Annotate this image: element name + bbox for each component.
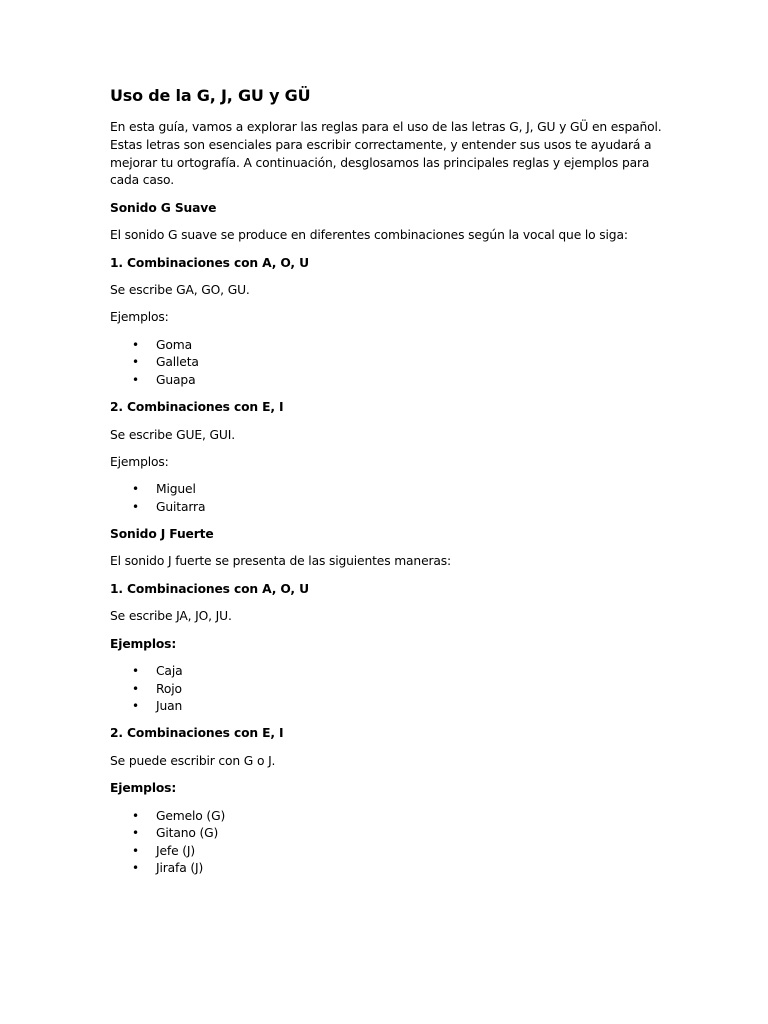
g-suave-ei-examples-list: [110, 481, 670, 516]
j-fuerte-aou-examples-list: [110, 663, 670, 716]
g-suave-ei-examples-label: Ejemplos:: [110, 454, 169, 469]
list-item-text: Rojo: [156, 681, 182, 696]
g-suave-aou-examples-list: [110, 337, 670, 390]
g-suave-aou-rule: Se escribe GA, GO, GU.: [110, 282, 250, 297]
j-fuerte-ei-rule: Se puede escribir con G o J.: [110, 753, 276, 768]
bullet-icon: •: [132, 808, 139, 823]
list-item: [110, 681, 670, 699]
j-fuerte-ei-examples-label: Ejemplos:: [110, 781, 177, 796]
list-item-text: Gemelo (G): [156, 808, 226, 823]
list-item: [110, 372, 670, 390]
list-item: [110, 808, 670, 826]
j-fuerte-aou-examples-label: Ejemplos:: [110, 636, 177, 651]
list-item-text: Jefe (J): [156, 843, 196, 858]
intro-paragraph: En esta guía, vamos a explorar las reglas para el uso de las letras G, J, GU y GÜ en español. Estas letras son esenciales para escribir correctamente, y entender sus usos te ayudará a mejorar tu ortografía. A continuación, desglosamos las principales reglas y ejemplos para cada caso.: [110, 120, 662, 188]
list-item-text: Galleta: [156, 355, 199, 370]
list-item: [110, 663, 670, 681]
bullet-icon: •: [132, 843, 139, 858]
list-item: [110, 481, 670, 499]
document-body: [110, 86, 670, 888]
list-item-text: Gitano (G): [156, 826, 219, 841]
bullet-icon: •: [132, 372, 139, 387]
list-item-text: Guitarra: [156, 499, 206, 514]
bullet-icon: •: [132, 861, 139, 876]
list-item: [110, 860, 670, 878]
bullet-icon: •: [132, 337, 139, 352]
list-item-text: Jirafa (J): [156, 861, 204, 876]
j-fuerte-aou-rule: Se escribe JA, JO, JU.: [110, 609, 232, 624]
list-item-text: Goma: [156, 337, 192, 352]
bullet-icon: •: [132, 664, 139, 679]
list-item: [110, 698, 670, 716]
bullet-icon: •: [132, 355, 139, 370]
list-item-text: Miguel: [156, 482, 196, 497]
j-fuerte-ei-examples-list: [110, 808, 670, 878]
document-title: Uso de la G, J, GU y GÜ: [110, 86, 311, 105]
j-fuerte-description: El sonido J fuerte se presenta de las siguientes maneras:: [110, 554, 452, 569]
list-item: [110, 843, 670, 861]
g-suave-ei-rule: Se escribe GUE, GUI.: [110, 427, 235, 442]
section-heading-g-suave: Sonido G Suave: [110, 200, 217, 215]
g-suave-description: El sonido G suave se produce en diferentes combinaciones según la vocal que lo siga:: [110, 228, 628, 243]
j-fuerte-aou-heading: 1. Combinaciones con A, O, U: [110, 581, 309, 596]
bullet-icon: •: [132, 499, 139, 514]
list-item: [110, 354, 670, 372]
list-item-text: Juan: [156, 699, 183, 714]
bullet-icon: •: [132, 681, 139, 696]
j-fuerte-ei-heading: 2. Combinaciones con E, I: [110, 726, 284, 741]
list-item: [110, 825, 670, 843]
list-item: [110, 337, 670, 355]
list-item-text: Caja: [156, 664, 183, 679]
g-suave-aou-examples-label: Ejemplos:: [110, 310, 169, 325]
section-heading-j-fuerte: Sonido J Fuerte: [110, 527, 214, 542]
bullet-icon: •: [132, 826, 139, 841]
bullet-icon: •: [132, 482, 139, 497]
g-suave-ei-heading: 2. Combinaciones con E, I: [110, 400, 284, 415]
list-item-text: Guapa: [156, 372, 196, 387]
bullet-icon: •: [132, 699, 139, 714]
list-item: [110, 499, 670, 517]
g-suave-aou-heading: 1. Combinaciones con A, O, U: [110, 255, 309, 270]
